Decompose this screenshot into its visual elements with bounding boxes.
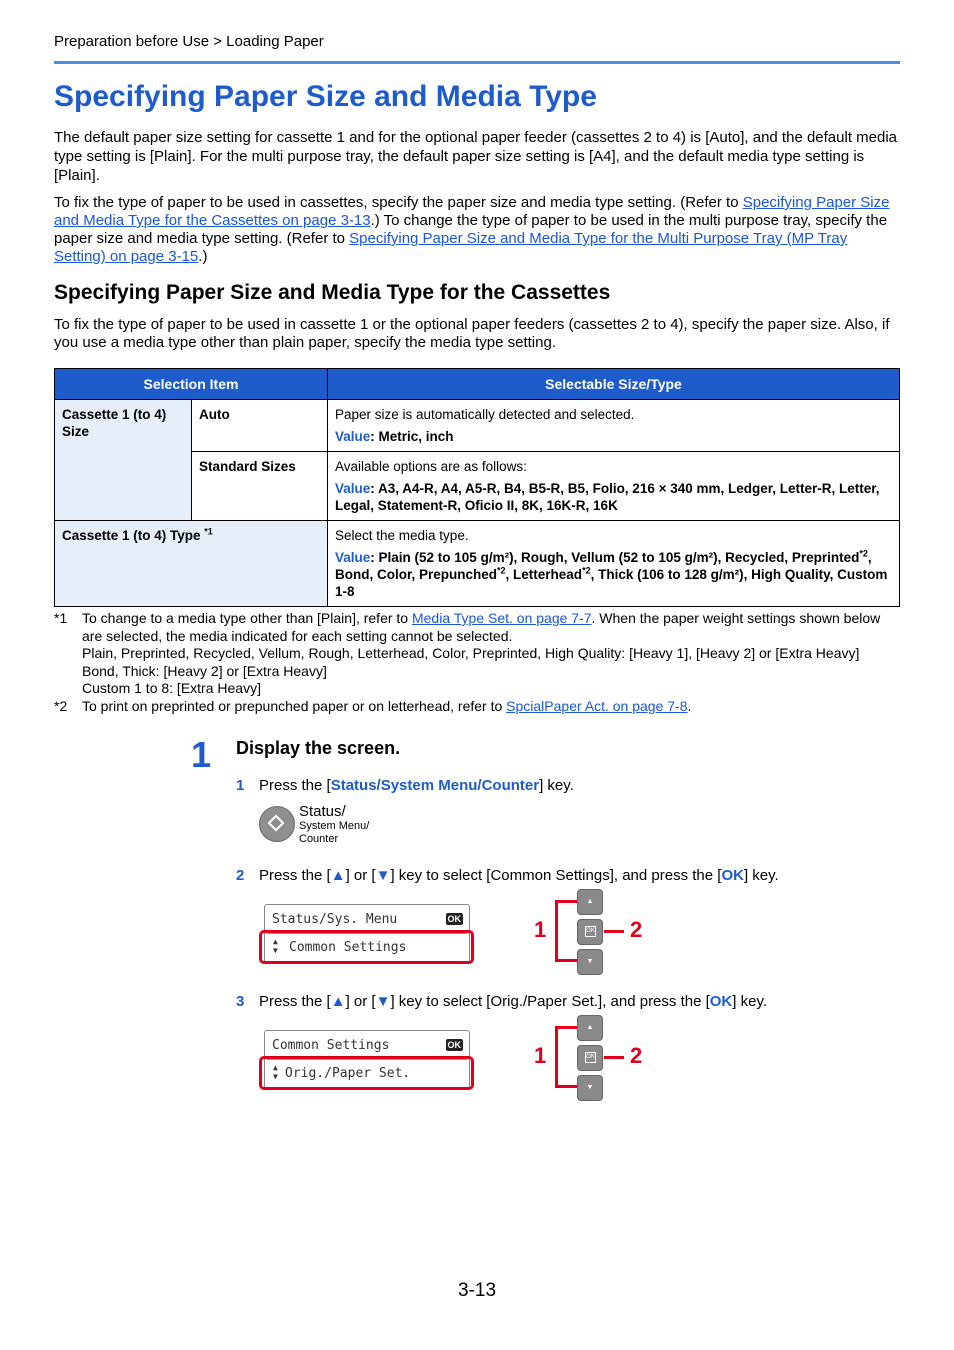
- footnote-1: [82, 610, 902, 698]
- type-value-2: , Bond, Color, Prepunched: [335, 550, 872, 582]
- standard-description: Available options are as follows:: [335, 459, 527, 474]
- footnote-1-line-4: Custom 1 to 8: [Extra Heavy]: [82, 680, 261, 696]
- highlight-box-2: [259, 1056, 474, 1090]
- up-arrow-icon: ▲: [330, 993, 346, 1010]
- key-label-line-2: System Menu/: [299, 820, 370, 832]
- page-title: Specifying Paper Size and Media Type: [54, 80, 597, 113]
- link-media-type-set[interactable]: Media Type Set. on page 7-7: [411, 610, 592, 626]
- row-standard-sizes-label: Standard Sizes: [192, 452, 328, 521]
- up-button[interactable]: ▲: [577, 889, 603, 915]
- diamond-icon: [268, 815, 285, 832]
- substep-3-b: ] or [: [345, 993, 376, 1010]
- callout-number-2: 2: [630, 917, 643, 942]
- substep-3-d: ] key.: [732, 993, 767, 1010]
- value-label: Value: [335, 481, 371, 496]
- key-label-line-1: Status/: [299, 803, 346, 820]
- type-value-3: , Letterhead: [505, 567, 583, 582]
- auto-value-text: : Metric, inch: [370, 429, 454, 444]
- callout-number-1b: 1: [534, 1043, 547, 1068]
- footnote-1-text: To change to a media type other than [Plain], refer to: [82, 610, 412, 626]
- footnote-ref-2a: *2: [859, 548, 868, 559]
- updown-arrows-icon: ▲ ▼: [273, 1063, 278, 1081]
- ok-key-name: OK: [721, 867, 744, 884]
- row-standard-sizes-desc: [328, 452, 900, 521]
- key-label-line-3: Counter: [299, 833, 339, 845]
- up-arrow-icon: ▲: [330, 867, 346, 884]
- status-key-name: Status/System Menu/Counter: [330, 777, 540, 794]
- substep-2-number: 2: [236, 867, 245, 884]
- ok-button[interactable]: [577, 919, 603, 945]
- substep-3-c: ] key to select [Orig./Paper Set.], and press the [: [390, 993, 710, 1010]
- standard-value-text: : A3, A4-R, A4, A5-R, B4, B5-R, B5, Folio, 216 × 340 mm, Ledger, Letter-R, Letter, Legal, Statement-R, Oficio II, 8K, 16K-R, 16K: [335, 481, 880, 513]
- lcd-1-selection: Common Settings: [289, 940, 407, 955]
- step-heading: Display the screen.: [236, 738, 401, 758]
- up-button[interactable]: ▲: [577, 1015, 603, 1041]
- callout-number-2b: 2: [630, 1043, 643, 1068]
- header-selection-item: Selection Item: [55, 369, 328, 400]
- link-special-paper-act[interactable]: SpcialPaper Act. on page 7-8: [506, 698, 688, 714]
- link-mp-tray-section[interactable]: Specifying Paper Size and Media Type for the Multi Purpose Tray (MP Tray Setting) on page 3-15: [54, 230, 848, 265]
- footnote-1-text-2: . When the paper weight settings shown below are selected, the media indicated for each setting cannot be selected.: [82, 610, 881, 644]
- intro-paragraph-2: [54, 194, 902, 266]
- type-value: [335, 549, 892, 600]
- ok-key-name: OK: [709, 993, 733, 1010]
- ok-icon: OK: [585, 1052, 596, 1063]
- ok-icon: OK: [585, 926, 596, 937]
- step-number: 1: [191, 734, 212, 775]
- lcd-2-selection: Orig./Paper Set.: [285, 1066, 411, 1081]
- row-auto-label: Auto: [192, 400, 328, 452]
- footnote-1-line-2: Plain, Preprinted, Recycled, Vellum, Rough, Letterhead, Color, Preprinted, High Quality: [Heavy 1], [Heavy 2] or [Extra Heavy]: [82, 645, 860, 661]
- type-description: Select the media type.: [335, 528, 469, 543]
- row-auto-desc: [328, 400, 900, 452]
- substep-2-d: ] key.: [743, 867, 779, 884]
- status-system-menu-key[interactable]: [259, 806, 295, 842]
- updown-arrows-icon: ▲ ▼: [273, 937, 278, 955]
- type-value-1: : Plain (52 to 105 g/m²), Rough, Vellum (52 to 105 g/m²), Recycled, Preprinted: [370, 550, 860, 565]
- callout-bracket-2: [555, 1026, 577, 1088]
- intro-text-1: To fix the type of paper to be used in cassettes, specify the paper size and media type setting. (Refer to: [54, 194, 743, 211]
- standard-value: [335, 480, 892, 514]
- header-selectable-size-type: Selectable Size/Type: [328, 369, 900, 400]
- down-button[interactable]: ▼: [577, 949, 603, 975]
- highlight-box-1: [259, 930, 474, 964]
- key-label-lines: [299, 820, 369, 846]
- intro-text-3: .): [198, 248, 208, 265]
- substep-2-text: [259, 867, 779, 884]
- footnote-ref-2c: *2: [582, 565, 591, 576]
- footnote-ref-1: *1: [204, 526, 213, 537]
- substep-1-text: [259, 777, 574, 794]
- type-value-4: , Thick (106 to 128 g/m²), High Quality, Custom 1-8: [335, 567, 888, 599]
- footnote-2: [82, 698, 902, 716]
- footnote-mark-1: *1: [54, 610, 68, 626]
- footnote-1-line-3: Bond, Thick: [Heavy 2] or [Extra Heavy]: [82, 662, 327, 679]
- page-number: 3-13: [458, 1280, 497, 1301]
- substep-1-b: ] key.: [539, 777, 574, 794]
- breadcrumb: Preparation before Use > Loading Paper: [54, 33, 324, 50]
- link-cassettes-section[interactable]: Specifying Paper Size and Media Type for the Cassettes on page 3-13: [54, 194, 890, 229]
- callout-line-2b: [604, 1056, 624, 1059]
- type-label-text: Cassette 1 (to 4) Type: [62, 528, 205, 543]
- section-heading: Specifying Paper Size and Media Type for the Cassettes: [54, 281, 611, 304]
- down-arrow-icon: ▼: [375, 993, 391, 1010]
- row-cassette-type-label: [55, 521, 328, 607]
- value-label: Value: [335, 429, 371, 444]
- substep-1-a: Press the [: [259, 777, 331, 794]
- substep-1-number: 1: [236, 777, 245, 794]
- value-label: Value: [335, 550, 371, 565]
- lcd-ok-icon: OK: [447, 1040, 461, 1050]
- row-type-desc: [328, 521, 900, 607]
- callout-number-1: 1: [534, 917, 547, 942]
- callout-line-2: [604, 930, 624, 933]
- intro-text-2: .) To change the type of paper to be used in the multi purpose tray, specify the paper size and media type setting. (Refer to: [54, 212, 888, 247]
- lcd-2-title: Common Settings: [272, 1038, 390, 1053]
- substep-3-number: 3: [236, 993, 245, 1010]
- settings-table: [54, 368, 900, 607]
- down-button[interactable]: ▼: [577, 1075, 603, 1101]
- ok-button[interactable]: [577, 1045, 603, 1071]
- auto-description: Paper size is automatically detected and selected.: [335, 407, 635, 422]
- section-text: To fix the type of paper to be used in cassette 1 or the optional paper feeders (cassettes 2 to 4), specify the paper size. Also, if you use a media type other than plain paper, specify the media type setting.: [54, 316, 890, 351]
- footnote-2-text: To print on preprinted or prepunched paper or on letterhead, refer to: [82, 698, 507, 714]
- substep-2-a: Press the [: [259, 867, 331, 884]
- footnote-ref-2b: *2: [497, 565, 506, 576]
- header-divider: [54, 61, 900, 64]
- substep-2-b: ] or [: [345, 867, 376, 884]
- substep-2-c: ] key to select [Common Settings], and press the [: [390, 867, 722, 884]
- substep-3-text: [259, 993, 767, 1010]
- callout-bracket-1: [555, 900, 577, 962]
- auto-value: [335, 428, 892, 445]
- row-cassette-size-label: Cassette 1 (to 4) Size: [55, 400, 192, 521]
- footnote-mark-2: *2: [54, 698, 68, 714]
- down-arrow-icon: ▼: [375, 867, 391, 884]
- footnote-2-text-2: .: [687, 698, 692, 714]
- intro-paragraph-1: The default paper size setting for cassette 1 and for the optional paper feeder (cassettes 2 to 4) is [Auto], and the default media type setting is [Plain]. For the multi purpose tray, the default paper size setting is [A4], and the default media type setting is [Plain].: [54, 129, 898, 184]
- lcd-1-title: Status/Sys. Menu: [272, 912, 398, 927]
- substep-3-a: Press the [: [259, 993, 331, 1010]
- lcd-ok-icon: OK: [447, 914, 461, 924]
